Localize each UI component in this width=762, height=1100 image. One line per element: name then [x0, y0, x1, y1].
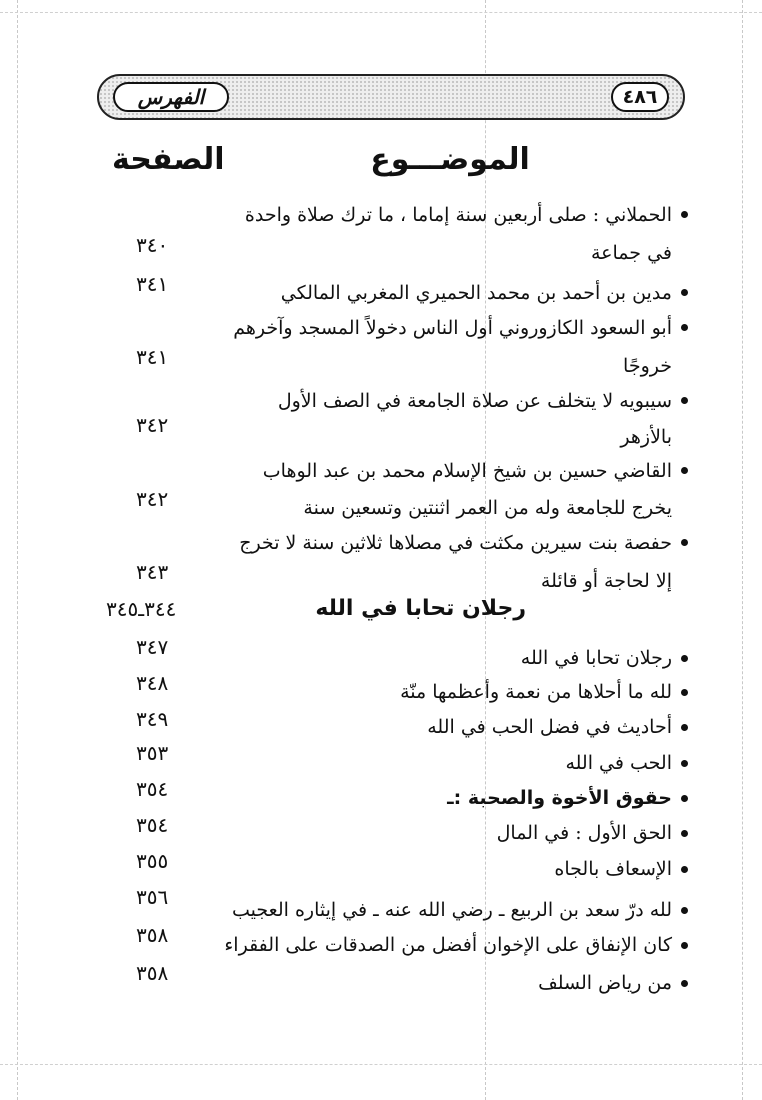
- section-entry: الحق الأول : في المال: [496, 822, 672, 844]
- guide-line-left: [17, 0, 18, 1100]
- entry-line: أبو السعود الكازوروني أول الناس دخولاً المسجد وآخرهم: [233, 317, 672, 339]
- entry-page-number: ٣٤٢: [136, 413, 169, 437]
- entry-line: الحملاني : صلى أربعين سنة إماما ، ما ترك صلاة واحدة: [244, 204, 672, 226]
- bullet-icon: [681, 830, 688, 837]
- entry-page-number: ٣٤٩: [136, 707, 169, 731]
- bullet-icon: [681, 942, 688, 949]
- entry-page-number: ٣٥٨: [136, 961, 169, 985]
- section-entry: لله ما أحلاها من نعمة وأعظمها منّة: [400, 681, 672, 703]
- entry-line: خروجًا: [623, 355, 672, 377]
- entry-page-number: ٣٥٤: [136, 813, 169, 837]
- bullet-icon: [681, 689, 688, 696]
- bullet-icon: [681, 211, 688, 218]
- section-entry: أحاديث في فضل الحب في الله: [427, 716, 672, 738]
- section-entry: الإسعاف بالجاه: [554, 858, 672, 880]
- entry-line: سيبويه لا يتخلف عن صلاة الجامعة في الصف الأول: [277, 390, 672, 412]
- section-entry: لله درّ سعد بن الربيع ـ رضي الله عنه ـ في إيثاره العجيب: [232, 899, 672, 921]
- guide-line-right: [742, 0, 743, 1100]
- section-entry: من رياض السلف: [538, 972, 672, 994]
- section-entry: كان الإنفاق على الإخوان أفضل من الصدقات على الفقراء: [224, 934, 672, 956]
- entry-page-number: ٣٥٣: [136, 741, 169, 765]
- section-title: رجلان تحابا في الله: [315, 596, 526, 621]
- entry-page-number: ٣٤١: [136, 345, 169, 369]
- entry-line: القاضي حسين بن شيخ الإسلام محمد بن عبد الوهاب: [262, 460, 672, 482]
- entry-line: يخرج للجامعة وله من العمر اثنتين وتسعين سنة: [303, 497, 672, 519]
- header-page-number: ٤٨٦: [611, 82, 669, 112]
- entry-page-number: ٣٥٨: [136, 923, 169, 947]
- entry-page-number: ٣٥٤: [136, 777, 169, 801]
- page-column-heading: الصفحة: [112, 142, 225, 177]
- bullet-icon: [681, 539, 688, 546]
- section-entry: رجلان تحابا في الله: [520, 647, 672, 669]
- bullet-icon: [681, 397, 688, 404]
- section-entry: حقوق الأخوة والصحبة :ـ: [447, 787, 672, 809]
- entry-page-number: ٣٤٣: [136, 560, 169, 584]
- bullet-icon: [681, 655, 688, 662]
- entry-line: إلا لحاجة أو قائلة: [540, 570, 672, 592]
- guide-line-bottom: [0, 1064, 762, 1065]
- entry-page-number: ٣٥٥: [136, 849, 169, 873]
- bullet-icon: [681, 467, 688, 474]
- page-header: [97, 74, 685, 120]
- entry-page-number: ٣٤٨: [136, 671, 169, 695]
- bullet-icon: [681, 289, 688, 296]
- bullet-icon: [681, 760, 688, 767]
- bullet-icon: [681, 866, 688, 873]
- bullet-icon: [681, 724, 688, 731]
- header-title: الفهرس: [113, 82, 229, 112]
- section-entry: الحب في الله: [565, 752, 672, 774]
- bullet-icon: [681, 907, 688, 914]
- entry-line: مدين بن أحمد بن محمد الحميري المغربي المالكي: [280, 282, 672, 304]
- entry-page-number: ٣٤٠: [136, 233, 169, 257]
- topic-column-heading: الموضـــوع: [370, 142, 530, 177]
- guide-line-top: [0, 12, 762, 13]
- bullet-icon: [681, 324, 688, 331]
- entry-page-number: ٣٤٢: [136, 487, 169, 511]
- section-page-number: ٣٤٤ـ٣٤٥: [106, 597, 177, 621]
- bullet-icon: [681, 980, 688, 987]
- entry-page-number: ٣٥٦: [136, 885, 169, 909]
- entry-page-number: ٣٤٧: [136, 635, 169, 659]
- bullet-icon: [681, 795, 688, 802]
- entry-line: في جماعة: [590, 242, 672, 264]
- entry-line: حفصة بنت سيرين مكثت في مصلاها ثلاثين سنة لا تخرج: [239, 532, 672, 554]
- entry-page-number: ٣٤١: [136, 272, 169, 296]
- entry-line: بالأزهر: [620, 426, 672, 448]
